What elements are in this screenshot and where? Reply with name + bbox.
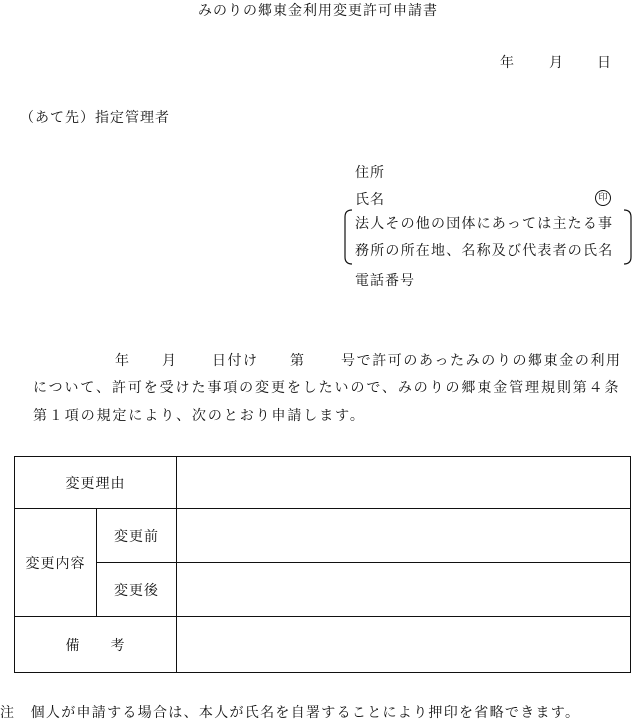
body-line2: について、許可を受けた事項の変更をしたいので、みのりの郷東金管理規則第４条: [33, 380, 621, 396]
body-number-prefix: 第: [290, 353, 304, 369]
body-month-label: 月: [162, 353, 176, 369]
seal-mark: 印: [595, 190, 611, 206]
before-label: 変更前: [97, 509, 177, 563]
addressee: （あて先）指定管理者: [20, 110, 170, 126]
table-row-after: [15, 563, 631, 617]
after-label: 変更後: [97, 563, 177, 617]
corporate-note-line2: 務所の所在地、名称及び代表者の氏名: [355, 243, 614, 259]
reason-label: 変更理由: [15, 457, 177, 509]
table-row-reason: [15, 457, 631, 509]
body-line3: 第１項の規定により、次のとおり申請します。: [33, 408, 366, 424]
date-day-label: 日: [597, 55, 611, 71]
reason-field[interactable]: [177, 457, 631, 509]
content-label: 変更内容: [15, 509, 97, 617]
footnote: 注 個人が申請する場合は、本人が氏名を自署することにより押印を省略できます。: [0, 705, 581, 721]
table-row-remarks: [15, 617, 631, 673]
form-title: みのりの郷東金利用変更許可申請書: [198, 3, 438, 19]
address-label: 住所: [355, 165, 385, 181]
name-label: 氏名: [355, 192, 385, 208]
corporate-note-line1: 法人その他の団体にあっては主たる事: [355, 216, 614, 232]
table-row-before: [15, 509, 631, 563]
remarks-label: 備 考: [15, 617, 177, 673]
body-year-label: 年: [115, 353, 129, 369]
remarks-field[interactable]: [177, 617, 631, 673]
date-year-label: 年: [500, 55, 514, 71]
body-day-label: 日付け: [212, 353, 259, 369]
after-field[interactable]: [177, 563, 631, 617]
phone-label: 電話番号: [355, 273, 415, 289]
change-details-table: [14, 456, 631, 673]
body-line1-rest: 号で許可のあったみのりの郷東金の利用: [341, 353, 622, 369]
date-month-label: 月: [549, 55, 563, 71]
before-field[interactable]: [177, 509, 631, 563]
